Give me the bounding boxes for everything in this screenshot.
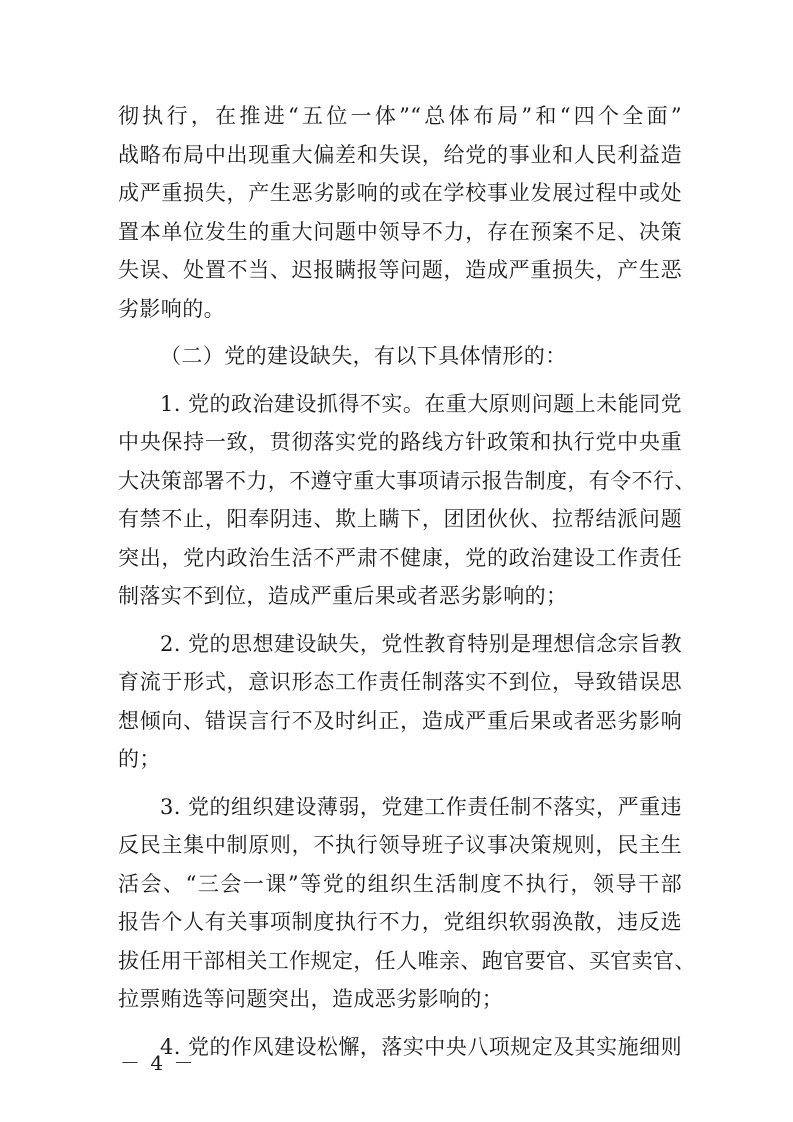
text-line: 3. 党的组织建设薄弱，党建工作责任制不落实，严重违 [160, 794, 682, 819]
text-line: 突出，党内政治生活不严肃不健康，党的政治建设工作责任 [118, 545, 682, 570]
paragraph-responsibility-failure [118, 97, 682, 328]
paragraph-item-4-conduct [118, 1028, 682, 1067]
text-line: 拔任用干部相关工作规定，任人唯亲、跑官要官、买官卖官、 [118, 948, 696, 973]
text-line: 育流于形式，意识形态工作责任制落实不到位，导致错误思 [118, 670, 682, 694]
text-line: 战略布局中出现重大偏差和失误，给党的事业和人民利益造 [118, 142, 682, 167]
text-line: 活会、“三会一课”等党的组织生活制度不执行，领导干部 [118, 871, 682, 896]
page-number: － 4 － [120, 1051, 196, 1075]
paragraph-item-1-political [118, 385, 696, 616]
text-line: 1. 党的政治建设抓得不实。在重大原则问题上未能同党 [160, 391, 682, 416]
text-line: 失误、处置不当、迟报瞒报等问题，造成严重损失，产生恶 [118, 258, 682, 282]
text-line: （二）党的建设缺失，有以下具体情形的： [160, 344, 567, 368]
text-line: 成严重损失，产生恶劣影响的或在学校事业发展过程中或处 [118, 181, 682, 205]
text-line: 置本单位发生的重大问题中领导不力，存在预案不足、决策 [118, 219, 682, 244]
document-body [118, 97, 696, 1075]
text-line: 2. 党的思想建设缺失，党性教育特别是理想信念宗旨教 [160, 631, 682, 656]
text-line: 大决策部署不力，不遵守重大事项请示报告制度，有令不行、 [118, 468, 696, 493]
section-heading-party-building [118, 337, 682, 376]
text-line: 报告个人有关事项制度执行不力，党组织软弱涣散，违反选 [118, 910, 682, 934]
text-line: 彻执行，在推进“五位一体”“总体布局”和“四个全面” [118, 104, 682, 128]
text-line: 有禁不止，阳奉阴违、欺上瞒下，团团伙伙、拉帮结派问题 [118, 507, 682, 531]
text-line: 拉票贿选等问题突出，造成恶劣影响的； [118, 987, 504, 1011]
text-line: 想倾向、错误言行不及时纠正，造成严重后果或者恶劣影响 [118, 708, 682, 733]
text-line: 中央保持一致，贯彻落实党的路线方针政策和执行党中央重 [118, 430, 682, 454]
text-line: 制落实不到位，造成严重后果或者恶劣影响的； [118, 584, 568, 608]
text-line: 反民主集中制原则，不执行领导班子议事决策规则，民主生 [118, 833, 682, 857]
paragraph-item-2-ideological [118, 625, 682, 779]
paragraph-item-3-organizational [118, 788, 696, 1019]
text-line: 劣影响的。 [118, 296, 225, 321]
text-line: 的； [118, 747, 161, 771]
text-line: 4. 党的作风建设松懈，落实中央八项规定及其实施细则 [160, 1034, 682, 1059]
